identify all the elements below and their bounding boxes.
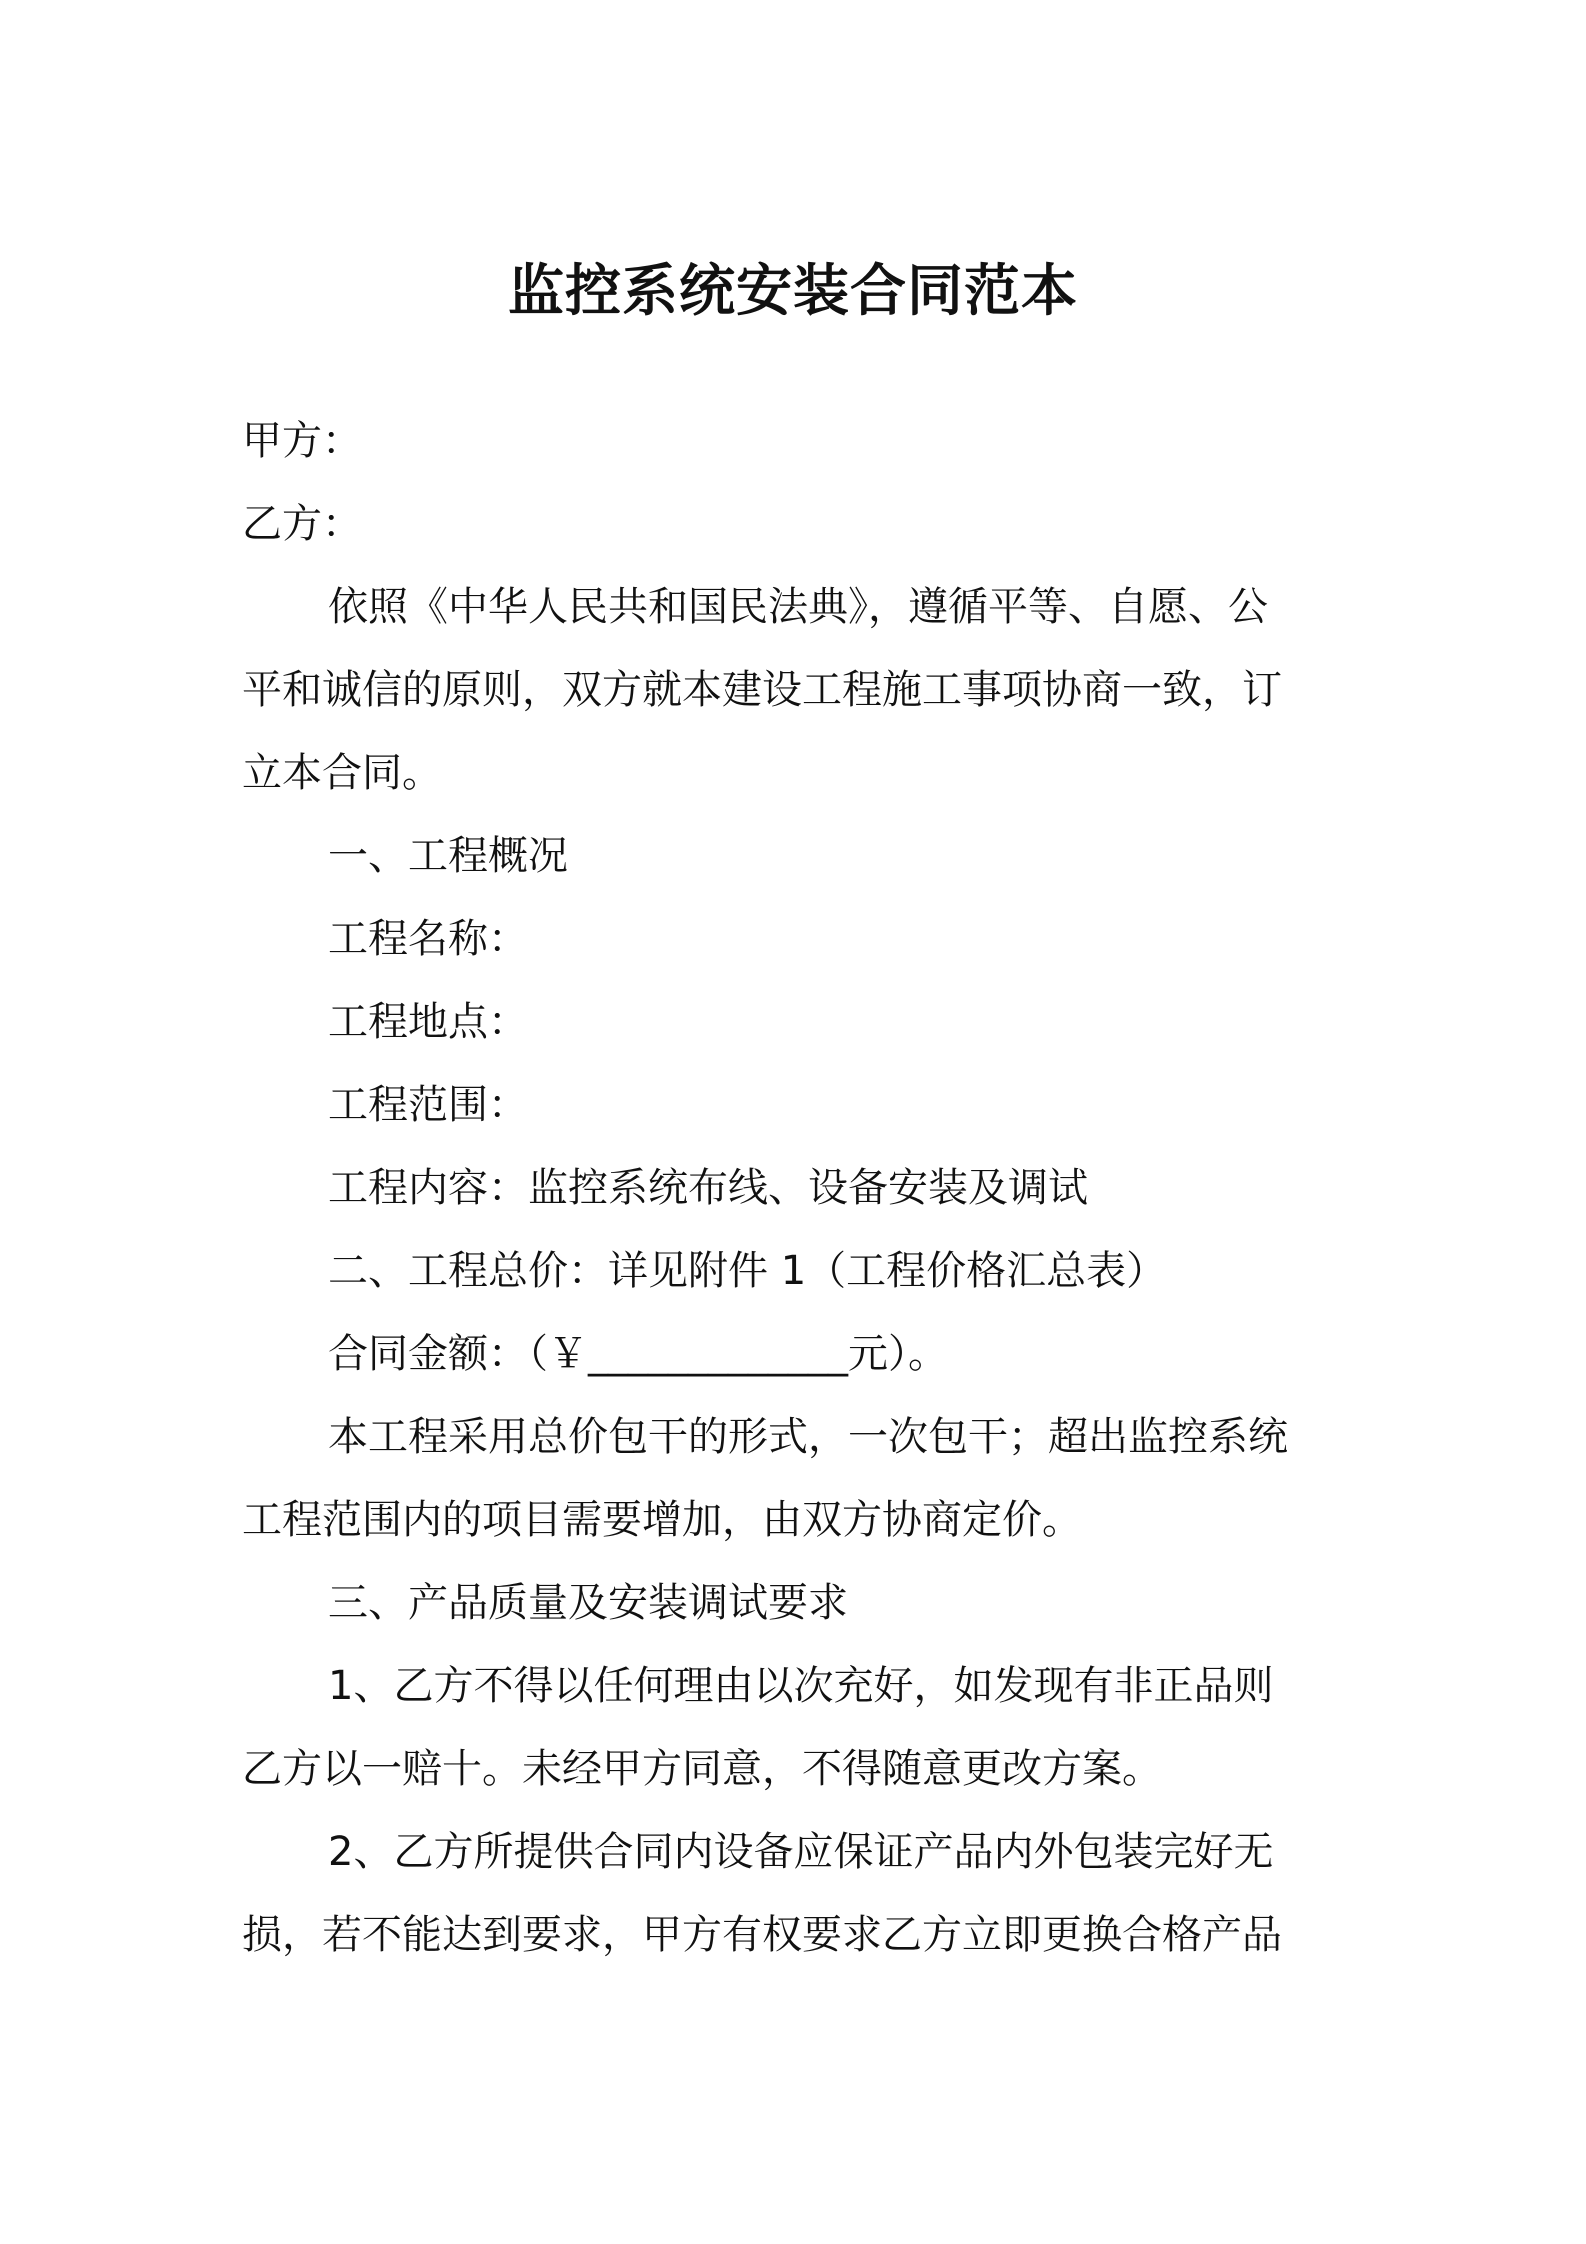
clause-1-line-2: 乙方以一赔十。未经甲方同意，不得随意更改方案。 <box>242 1746 1162 1792</box>
preamble-line-3: 立本合同。 <box>242 750 442 796</box>
preamble-line-2: 平和诚信的原则，双方就本建设工程施工事项协商一致，订 <box>242 667 1282 713</box>
lump-sum-line-1: 本工程采用总价包干的形式，一次包干；超出监控系统 <box>328 1414 1288 1460</box>
section-3-heading: 三、产品质量及安装调试要求 <box>328 1580 848 1626</box>
document-body <box>242 400 1362 1977</box>
document-title: 监控系统安装合同范本 <box>508 259 1078 324</box>
clause-2-line-2: 损，若不能达到要求，甲方有权要求乙方立即更换合格产品 <box>242 1912 1282 1958</box>
project-name-line: 工程名称： <box>328 916 528 962</box>
contract-amount-line: 合同金额：（￥_____________元）。 <box>328 1331 948 1377</box>
party-b-line: 乙方： <box>242 501 362 547</box>
lump-sum-line-2: 工程范围内的项目需要增加，由双方协商定价。 <box>242 1497 1082 1543</box>
section-1-heading: 一、工程概况 <box>328 833 568 879</box>
clause-2-line-1: 2、乙方所提供合同内设备应保证产品内外包装完好无 <box>328 1829 1274 1875</box>
project-location-line: 工程地点： <box>328 999 528 1045</box>
preamble-line-1: 依照《中华人民共和国民法典》，遵循平等、自愿、公 <box>328 584 1268 630</box>
project-scope-line: 工程范围： <box>328 1082 528 1128</box>
party-a-line: 甲方： <box>242 418 362 464</box>
project-content-line: 工程内容：监控系统布线、设备安装及调试 <box>328 1165 1088 1211</box>
section-2-heading: 二、工程总价：详见附件 1（工程价格汇总表） <box>328 1248 1167 1294</box>
clause-1-line-1: 1、乙方不得以任何理由以次充好，如发现有非正品则 <box>328 1663 1274 1709</box>
